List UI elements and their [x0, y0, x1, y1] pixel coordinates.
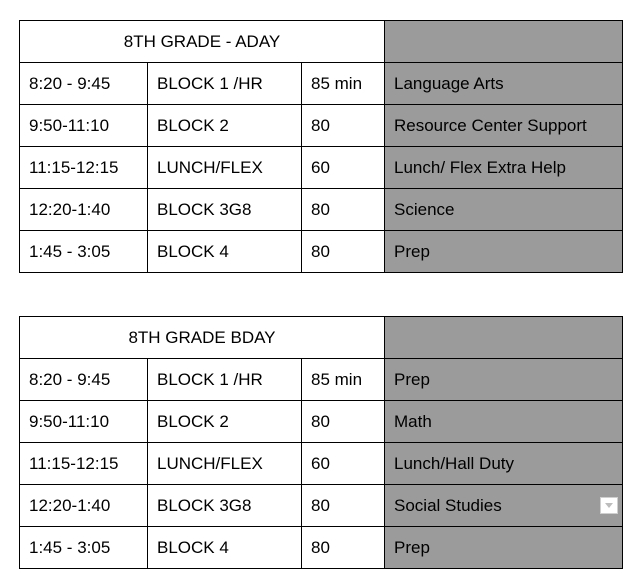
block-cell[interactable]: BLOCK 1 /HR — [148, 63, 302, 105]
schedule-title[interactable]: 8TH GRADE BDAY — [20, 317, 385, 359]
activity-cell-label: Social Studies — [394, 495, 502, 515]
table-row — [20, 105, 623, 147]
activity-cell[interactable]: Math — [385, 401, 623, 443]
block-cell[interactable]: BLOCK 4 — [148, 231, 302, 273]
block-cell[interactable]: LUNCH/FLEX — [148, 147, 302, 189]
table-header-row — [20, 317, 623, 359]
header-blank-cell[interactable] — [385, 317, 623, 359]
block-cell[interactable]: BLOCK 3G8 — [148, 189, 302, 231]
block-cell[interactable]: LUNCH/FLEX — [148, 443, 302, 485]
activity-cell[interactable]: Prep — [385, 231, 623, 273]
activity-cell[interactable]: Science — [385, 189, 623, 231]
time-cell[interactable]: 9:50-11:10 — [20, 401, 148, 443]
time-cell[interactable]: 12:20-1:40 — [20, 189, 148, 231]
time-cell[interactable]: 12:20-1:40 — [20, 485, 148, 527]
table-row — [20, 527, 623, 569]
minutes-cell[interactable]: 80 — [302, 105, 385, 147]
time-cell[interactable]: 1:45 - 3:05 — [20, 231, 148, 273]
time-cell[interactable]: 1:45 - 3:05 — [20, 527, 148, 569]
minutes-cell[interactable]: 80 — [302, 485, 385, 527]
activity-dropdown-cell[interactable] — [385, 485, 623, 527]
minutes-cell[interactable]: 80 — [302, 401, 385, 443]
minutes-cell[interactable]: 85 min — [302, 63, 385, 105]
activity-cell[interactable]: Prep — [385, 527, 623, 569]
time-cell[interactable]: 11:15-12:15 — [20, 147, 148, 189]
minutes-cell[interactable]: 80 — [302, 189, 385, 231]
time-cell[interactable]: 11:15-12:15 — [20, 443, 148, 485]
table-row — [20, 63, 623, 105]
table-row — [20, 485, 623, 527]
time-cell[interactable]: 8:20 - 9:45 — [20, 359, 148, 401]
table-row — [20, 443, 623, 485]
chevron-down-icon[interactable] — [600, 497, 618, 514]
activity-cell[interactable]: Prep — [385, 359, 623, 401]
time-cell[interactable]: 8:20 - 9:45 — [20, 63, 148, 105]
table-row — [20, 231, 623, 273]
table-header-row — [20, 21, 623, 63]
activity-cell[interactable]: Resource Center Support — [385, 105, 623, 147]
schedule-title[interactable]: 8TH GRADE - ADAY — [20, 21, 385, 63]
minutes-cell[interactable]: 80 — [302, 231, 385, 273]
minutes-cell[interactable]: 60 — [302, 443, 385, 485]
block-cell[interactable]: BLOCK 3G8 — [148, 485, 302, 527]
schedule-table-a — [19, 20, 623, 273]
activity-cell[interactable]: Lunch/Hall Duty — [385, 443, 623, 485]
minutes-cell[interactable]: 80 — [302, 527, 385, 569]
block-cell[interactable]: BLOCK 2 — [148, 401, 302, 443]
minutes-cell[interactable]: 60 — [302, 147, 385, 189]
header-blank-cell[interactable] — [385, 21, 623, 63]
table-row — [20, 359, 623, 401]
block-cell[interactable]: BLOCK 1 /HR — [148, 359, 302, 401]
block-cell[interactable]: BLOCK 4 — [148, 527, 302, 569]
block-cell[interactable]: BLOCK 2 — [148, 105, 302, 147]
time-cell[interactable]: 9:50-11:10 — [20, 105, 148, 147]
minutes-cell[interactable]: 85 min — [302, 359, 385, 401]
table-row — [20, 401, 623, 443]
activity-cell[interactable]: Language Arts — [385, 63, 623, 105]
table-row — [20, 147, 623, 189]
table-row — [20, 189, 623, 231]
schedule-table-b — [19, 316, 623, 569]
activity-cell[interactable]: Lunch/ Flex Extra Help — [385, 147, 623, 189]
